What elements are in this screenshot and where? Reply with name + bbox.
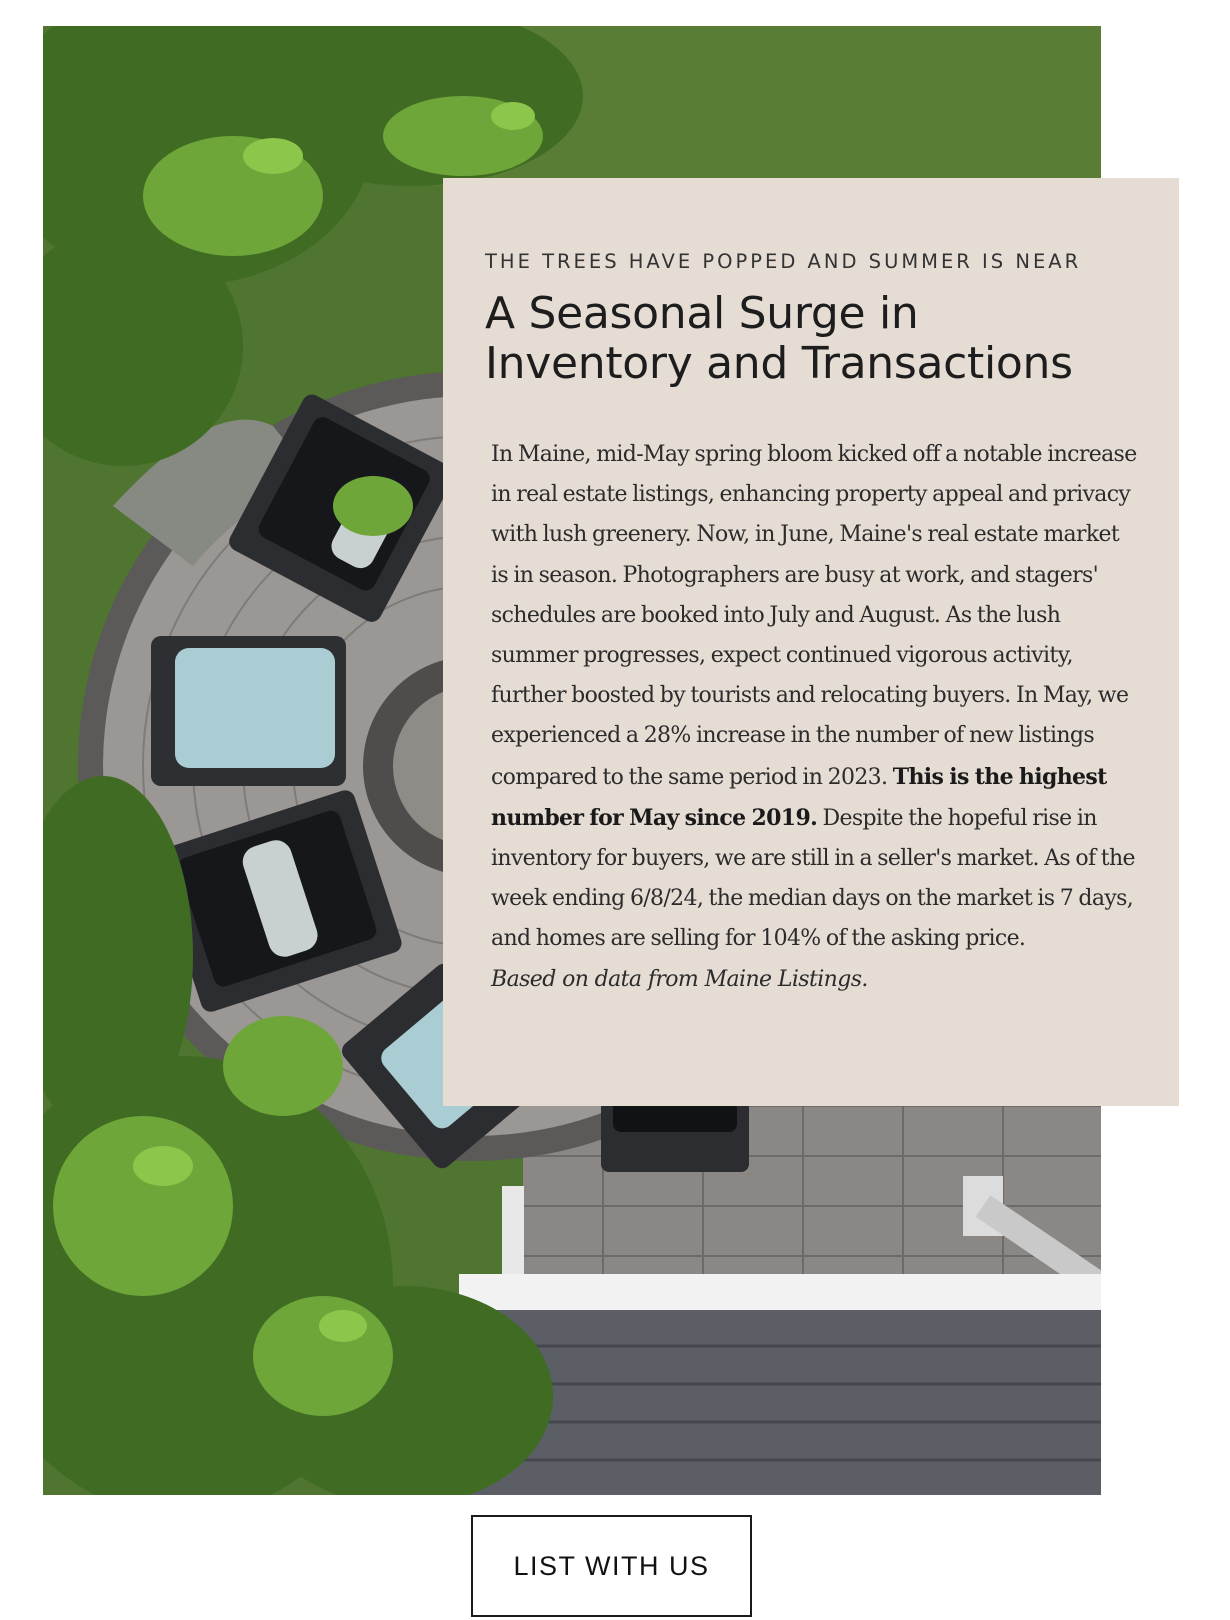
eyebrow: THE TREES HAVE POPPED AND SUMMER IS NEAR [485, 250, 1082, 273]
article-body [491, 435, 1139, 960]
headline: A Seasonal Surge in Inventory and Transactions [485, 288, 1073, 389]
source-note: Based on data from Maine Listings. [491, 966, 868, 992]
article-card [443, 178, 1179, 1106]
article-body-conclusion: Despite the hopeful rise in inventory for buyers, we are still in a seller's market. As of the week ending 6/8/24, the median days on the market is 7 days, and homes are selling for 104% of the asking price. [491, 805, 1135, 952]
article-body-highlight: This is the highest number for May since 2019. [491, 763, 1107, 831]
list-with-us-button[interactable]: LIST WITH US [471, 1515, 752, 1617]
article-body-intro: In Maine, mid-May spring bloom kicked off a notable increase in real estate listings, enhancing property appeal and privacy with lush greenery. Now, in June, Maine's real estate market is in season. Photographers are busy at work, and stagers' schedules are booked into July and August. As the lush summer progresses, expect continued vigorous activity, further boosted by tourists and relocating buyers. In May, we experienced a 28% increase in the number of new listings compared to the same period in 2023. [491, 442, 1137, 790]
